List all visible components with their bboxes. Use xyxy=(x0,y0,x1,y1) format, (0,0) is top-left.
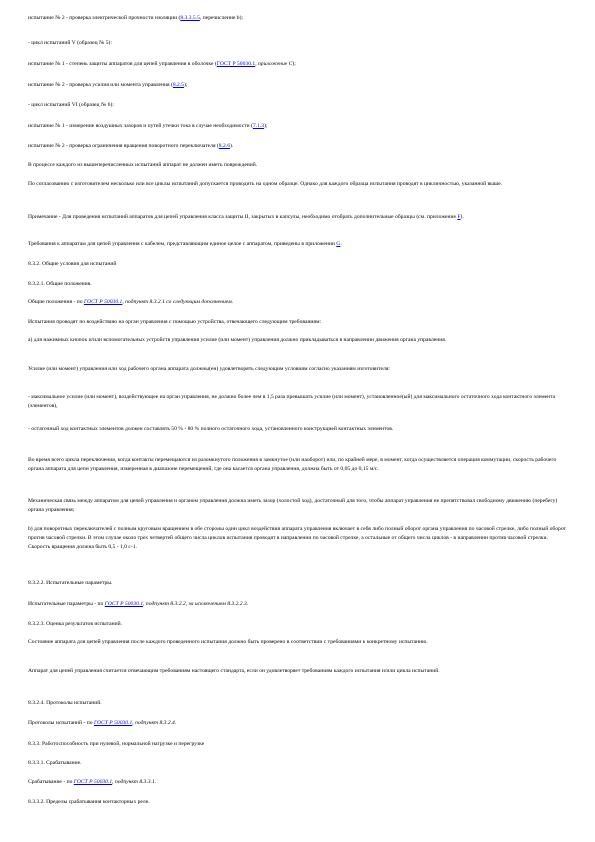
text: Примечание - Для проведения испытаний аппаратов для цепей управления класса защиты II, закрытых в капсулы, необходимо отобрать дополнительные образцы (см. приложение xyxy=(28,214,458,220)
link-8-2-5[interactable]: 8.2.5 xyxy=(172,82,185,88)
text: В процессе каждого из вышеперечисленных испытаний аппарат не должен иметь повреждений. xyxy=(28,162,258,168)
paragraph-residual-travel xyxy=(28,425,568,434)
text: 8.3.2. Общие условия для испытаний xyxy=(28,261,117,267)
paragraph-cable-requirements xyxy=(28,240,568,249)
text: 8.3.2.4. Протоколы испытаний. xyxy=(28,700,102,706)
link-appendix-f[interactable]: F xyxy=(457,214,461,220)
text: a) для нажимных кнопок и/или вспомогательных устройств управления усилие (или момент) управления должно прикладываться в направлении движения органа управления. xyxy=(28,337,447,343)
text: 8.3.2.1. Общие положения. xyxy=(28,281,92,287)
heading-8-3-3-2 xyxy=(28,798,568,807)
paragraph-operation xyxy=(28,778,568,787)
heading-8-3-2 xyxy=(28,260,568,269)
text: - остаточный ход контактных элементов должен составлять 50 % - 80 % полного остаточного хода, установленного конструкцией контактных элементов. xyxy=(28,426,394,432)
text: ); xyxy=(264,123,268,129)
text: Во время всего цикла переключения, когда контакты перемещаются из разомкнутого положения в замкнутое (или наоборот) или, по крайней мере, в момент, когда осуществляется операция коммутации, скорость рабочего органа аппарата для цепи управления, измеренная в диапазоне перемещений, где она касается органа управления, должна быть от 0,05 до 0,15 м/с. xyxy=(28,457,557,472)
heading-8-3-3-1 xyxy=(28,759,568,768)
link-appendix-g[interactable]: G xyxy=(336,241,341,247)
paragraph-item-b xyxy=(28,525,568,552)
paragraph-cycle-vi xyxy=(28,101,568,110)
text: , подпункт 8.3.2.1 со следующим дополнением. xyxy=(122,299,234,305)
link-gost-r-50030-1[interactable]: ГОСТ Р 50030.1 xyxy=(104,601,144,607)
text: Усилие (или момент) управления или ход рабочего органа аппарата должны(ен) удовлетворять следующим условиям согласно указаниям изготовителя: xyxy=(28,366,390,372)
text: 8.3.3. Работоспособность при нулевой, нормальной нагрузке и перегрузке xyxy=(28,741,205,747)
paragraph-max-force xyxy=(28,393,568,411)
text: Испытания проводят по воздействию на орган управления с помощью устройства, отвечающего следующим требованиям: xyxy=(28,319,322,325)
text: b) для поворотных переключателей с полным круговым вращением в обе стороны один цикл воздействия аппарата управления включает в себя либо полный оборот органа управления по часовой стрелке, либо полный оборот против часовой стрелки. В этом случае около трех четвертей общего числа циклов испытания проводят в направлении по часовой стрелке, а остальные от общего числа циклов - в направлении против часовой стрелки. Скорость вращения должна быть 0,5 - 1,0 с-1. xyxy=(28,526,567,550)
paragraph-switching-speed xyxy=(28,456,568,474)
text: ); xyxy=(292,61,296,67)
heading-8-3-2-3 xyxy=(28,620,568,629)
text: 8.3.3.1. Срабатывание. xyxy=(28,760,82,766)
text: . xyxy=(340,241,342,247)
text: - максимальное усилие (или момент), воздействующее на орган управления, не должно более чем в 1,5 раза превышать усилие (или момент), установленное(ый) для максимального остаточного хода контактного элемента (элементов), xyxy=(28,394,556,409)
text: , подпункт 8.3.3.1. xyxy=(112,779,157,785)
paragraph-test-reports xyxy=(28,719,568,728)
paragraph-test-2-insulation xyxy=(28,14,568,23)
link-8-3-3-5-5[interactable]: 8.3.3.5.5 xyxy=(180,15,200,21)
text: - цикл испытаний VI (образец № 6): xyxy=(28,102,114,108)
text: По согласованию с изготовителем несколько или все циклы испытаний допускается проводить на одном образце. Однако для каждого образца испытания проводят в цикличностью, указанной выше. xyxy=(28,181,503,187)
text: Испытательные параметры - по xyxy=(28,601,105,607)
text: , подпункт 8.3.2.4. xyxy=(132,720,177,726)
text-italic: приложение C xyxy=(258,61,293,67)
text: , xyxy=(255,61,258,67)
link-7-1-3[interactable]: 7.1.3 xyxy=(252,123,265,129)
link-8-2-6[interactable]: 8.2.6 xyxy=(218,143,230,149)
paragraph-samples-agreement xyxy=(28,180,568,189)
heading-8-3-3 xyxy=(28,740,568,749)
text: - цикл испытаний V (образец № 5): xyxy=(28,40,112,46)
text: 8.3.2.3. Оценка результатов испытаний. xyxy=(28,621,122,627)
text: испытание № 2 - проверка ограничения вращения поворотного переключателя ( xyxy=(28,143,219,149)
heading-8-3-2-4 xyxy=(28,699,568,708)
heading-8-3-2-1 xyxy=(28,280,568,289)
paragraph-test-2-rotation xyxy=(28,142,568,151)
paragraph-compliance xyxy=(28,667,568,676)
text: Состояние аппарата для цепей управления после каждого проведенного испытания должно быть проверено в соответствии с требованиями к конкретному испытанию. xyxy=(28,639,428,645)
text: 8.3.3.2. Пределы срабатывания контакторных реле. xyxy=(28,799,150,805)
text: ); xyxy=(184,82,188,88)
paragraph-test-device xyxy=(28,318,568,327)
text: испытание № 2 - проверка электрической прочности изоляции ( xyxy=(28,15,181,21)
heading-8-3-2-2 xyxy=(28,579,568,588)
text: испытание № 1 - измерение воздушных зазоров и путей утечки тока в случае необходимости ( xyxy=(28,123,253,129)
paragraph-note-class-ii xyxy=(28,213,568,222)
paragraph-condition-check xyxy=(28,638,568,647)
paragraph-force-conditions xyxy=(28,365,568,374)
text: испытание № 2 - проверка усилия или момента управления ( xyxy=(28,82,173,88)
paragraph-cycle-v xyxy=(28,39,568,48)
text: Срабатывание - по xyxy=(28,779,74,785)
text: Протоколы испытаний - по xyxy=(28,720,94,726)
text: Аппарат для цепей управления считается отвечающим требованиям настоящего стандарта, если он удовлетворяет требованиям каждого испытания и/или цикла испытаний. xyxy=(28,668,440,674)
text: Механическая связь между аппаратом для цепей управления и органом управления должна иметь зазор (холостой ход), достаточный для того, чтобы аппарат управления не препятствовал свободному движению (перебегу) органа управления; xyxy=(28,498,558,513)
text: Требования к аппаратам для цепей управления с кабелем, представляющим единое целое с аппаратом, приведены в приложении xyxy=(28,241,337,247)
paragraph-test-parameters xyxy=(28,600,568,609)
text: испытание № 1 - степень защиты аппаратов для цепей управления в оболочке ( xyxy=(28,61,217,67)
paragraph-no-damage xyxy=(28,161,568,170)
link-gost-r-50030-1[interactable]: ГОСТ Р 50030.1 xyxy=(83,299,123,305)
text: ). xyxy=(229,143,234,149)
text: , перечисление b); xyxy=(199,15,243,21)
link-gost-r-50030-1[interactable]: ГОСТ Р 50030.1 xyxy=(93,720,133,726)
paragraph-item-a xyxy=(28,336,568,345)
link-gost-r-50030-1[interactable]: ГОСТ Р 50030.1 xyxy=(73,779,113,785)
paragraph-mechanical-link xyxy=(28,497,568,515)
paragraph-test-2-force xyxy=(28,81,568,90)
paragraph-test-1-enclosure xyxy=(28,60,568,69)
text: ). xyxy=(460,214,464,220)
paragraph-general-provisions xyxy=(28,298,568,307)
text: , подпункт 8.3.2.2, за исключением 8.3.2.2.3. xyxy=(143,601,249,607)
text: Общие положения - по xyxy=(28,299,84,305)
text: 8.3.2.2. Испытательные параметры. xyxy=(28,580,113,586)
link-gost-r-50030-1[interactable]: ГОСТ Р 50030.1 xyxy=(216,61,256,67)
paragraph-test-1-clearances xyxy=(28,122,568,131)
